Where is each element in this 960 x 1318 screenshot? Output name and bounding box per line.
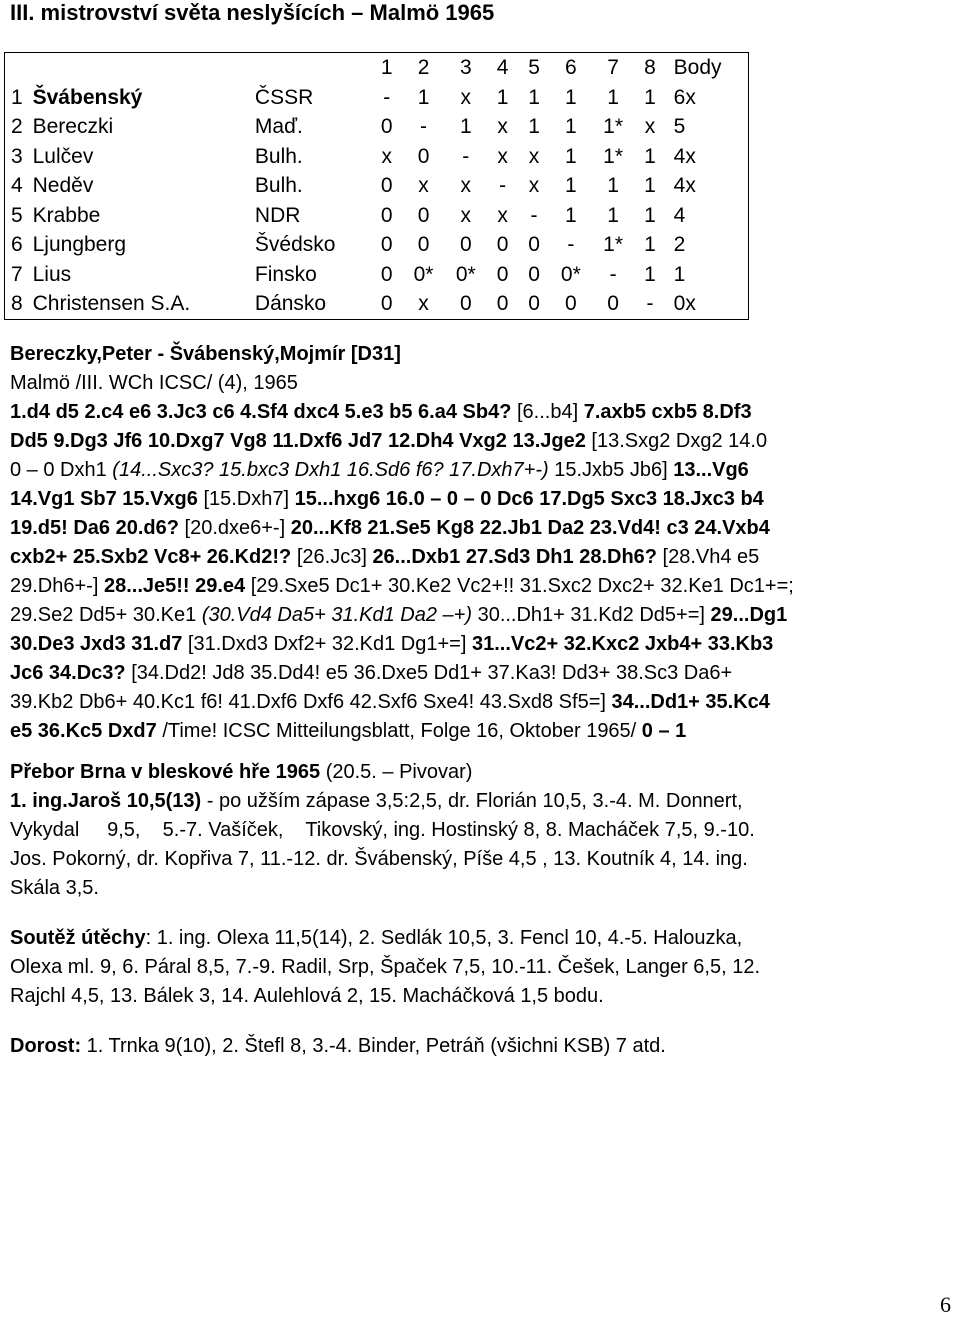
blitz-line: Vykydal 9,5, 5.-7. Vašíček, Tikovský, ing. Hostinský 8, 8. Macháček 7,5, 9.-10. (10, 819, 755, 841)
country-cell: Finsko (254, 262, 317, 286)
crosstable (4, 52, 749, 320)
header-cell: 8 (644, 56, 656, 79)
result-cell: 0 (607, 292, 619, 315)
result-cell: 0 (459, 292, 472, 315)
blitz-line: Skála 3,5. (10, 877, 99, 899)
result-cell: x (418, 174, 429, 197)
result-cell: 0 (528, 262, 540, 286)
move-line: Jc6 34.Dc3? [34.Dd2! Jd8 35.Dd4! e5 36.Dxe5 Dd1+ 37.Ka3! Dd3+ 38.Sc3 Da6+ (10, 662, 733, 684)
game-record (10, 340, 955, 746)
move-line: 29.Se2 Dd5+ 30.Ke1 (30.Vd4 Da5+ 31.Kd1 Da2 –+) 30...Dh1+ 31.Kd2 Dd5+=] 29...Dg1 (10, 604, 788, 626)
result-cell: - (499, 174, 507, 197)
result-cell: 1* (603, 115, 624, 138)
country-cell: Dánsko (254, 292, 327, 315)
result-cell: 0 (417, 233, 430, 256)
result-cell: 0* (413, 262, 434, 286)
result-cell: x (528, 174, 540, 197)
result-cell: 1 (644, 203, 656, 227)
consolation-line: Rajchl 4,5, 13. Bálek 3, 14. Aulehlová 2, 15. Macháčková 1,5 bodu. (10, 985, 604, 1007)
result-cell: x (528, 144, 540, 168)
player-name-cell: Lulčev (32, 144, 94, 168)
result-cell: x (418, 292, 429, 315)
crosstable-row (5, 230, 749, 260)
consolation-line: Olexa ml. 9, 6. Páral 8,5, 7.-9. Radil, Srp, Špaček 7,5, 10.-11. Češek, Langer 6,5, 12. (10, 956, 761, 978)
result-cell: 1* (603, 233, 624, 256)
juniors-results (10, 1032, 955, 1061)
move-line: 19.d5! Da6 20.d6? [20.dxe6+-] 20...Kf8 21.Se5 Kg8 22.Jb1 Da2 23.Vd4! c3 24.Vxb4 (10, 517, 770, 539)
result-cell: 0 (380, 203, 393, 227)
result-cell: - (383, 85, 391, 109)
result-cell: 0 (528, 292, 540, 315)
player-name-cell: Ljungberg (32, 233, 127, 256)
header-cell: 1 (380, 56, 393, 79)
result-cell: 1 (565, 115, 577, 138)
result-cell: - (462, 144, 470, 168)
country-cell: ČSSR (254, 85, 314, 109)
result-cell: 0 (380, 174, 393, 197)
rank-cell: 8 (11, 292, 23, 315)
rank-cell: 5 (11, 203, 23, 227)
rank-cell: 6 (11, 233, 23, 256)
result-cell: x (644, 115, 656, 138)
result-cell: 1 (565, 203, 577, 227)
rank-cell: 7 (11, 262, 23, 286)
result-cell: - (567, 233, 575, 256)
result-cell: x (497, 144, 508, 168)
score-cell: 4 (673, 203, 686, 227)
result-cell: x (460, 203, 472, 227)
header-cell: 6 (565, 56, 577, 79)
result-cell: x (381, 144, 392, 168)
crosstable-row (5, 83, 749, 113)
result-cell: 0 (459, 233, 472, 256)
score-cell: 0x (673, 292, 696, 315)
result-cell: 0 (380, 262, 393, 286)
result-cell: 1 (644, 144, 656, 168)
header-cell: 5 (528, 56, 540, 79)
score-cell: 6x (673, 85, 696, 109)
header-cell (5, 53, 29, 83)
result-cell: - (609, 262, 617, 286)
move-line: 39.Kb2 Db6+ 40.Kc1 f6! 41.Dxf6 Dxf6 42.Sxf6 Sxe4! 43.Sxd8 Sf5=] 34...Dd1+ 35.Kc4 (10, 691, 770, 713)
rank-cell: 1 (11, 85, 23, 109)
player-name-cell: Neděv (32, 174, 94, 197)
result-cell: 1 (607, 85, 619, 109)
crosstable-row (5, 142, 749, 172)
juniors-line: Dorost: 1. Trnka 9(10), 2. Štefl 8, 3.-4. Binder, Petráň (všichni KSB) 7 atd. (10, 1035, 666, 1057)
rank-cell: 3 (11, 144, 23, 168)
result-cell: 0 (528, 233, 540, 256)
result-cell: 0 (380, 292, 393, 315)
result-cell: x (497, 203, 508, 227)
country-cell: Maď. (254, 115, 303, 138)
crosstable-header-row (5, 53, 749, 83)
result-cell: 0 (417, 144, 430, 168)
result-cell: 1* (603, 144, 624, 168)
move-line: 30.De3 Jxd3 31.d7 [31.Dxd3 Dxf2+ 32.Kd1 Dg1+=] 31...Vc2+ 32.Kxc2 Jxb4+ 33.Kb3 (10, 633, 774, 655)
header-cell (251, 53, 371, 83)
page-title: III. mistrovství světa neslyšících – Malmö 1965 (10, 0, 495, 25)
result-cell: 1 (644, 85, 656, 109)
game-event: Malmö /III. WCh ICSC/ (4), 1965 (10, 372, 298, 394)
result-cell: 0 (380, 115, 393, 138)
result-cell: 0 (565, 292, 577, 315)
header-cell (29, 53, 251, 83)
consolation-tournament (10, 924, 955, 1011)
score-cell: 5 (673, 115, 686, 138)
country-cell: Bulh. (254, 174, 303, 197)
score-cell: 4x (673, 174, 696, 197)
header-cell: 7 (607, 56, 619, 79)
crosstable-row (5, 289, 749, 319)
result-cell: 1 (496, 85, 509, 109)
result-cell: 1 (528, 115, 540, 138)
result-cell: 1 (607, 203, 619, 227)
result-cell: 1 (644, 262, 656, 286)
result-cell: 1 (528, 85, 540, 109)
crosstable-row (5, 260, 749, 290)
result-cell: x (460, 85, 472, 109)
move-line: 14.Vg1 Sb7 15.Vxg6 [15.Dxh7] 15...hxg6 16.0 – 0 – 0 Dc6 17.Dg5 Sxc3 18.Jxc3 b4 (10, 488, 764, 510)
blitz-championship (10, 758, 955, 903)
result-cell: 0 (417, 203, 430, 227)
blitz-heading: Přebor Brna v bleskové hře 1965 (20.5. – Pivovar) (10, 761, 473, 783)
move-line: cxb2+ 25.Sxb2 Vc8+ 26.Kd2!? [26.Jc3] 26...Dxb1 27.Sd3 Dh1 28.Dh6? [28.Vh4 e5 (10, 546, 760, 568)
result-cell: 1 (644, 233, 656, 256)
player-name-cell: Christensen S.A. (32, 292, 191, 315)
blitz-line: 1. ing.Jaroš 10,5(13) - po užším zápase 3,5:2,5, dr. Florián 10,5, 3.-4. M. Donnert, (10, 790, 743, 812)
result-cell: 1 (565, 144, 577, 168)
result-cell: 1 (565, 85, 577, 109)
header-cell: 2 (417, 56, 430, 79)
result-cell: 0* (560, 262, 581, 286)
score-cell: 2 (673, 233, 686, 256)
move-line: e5 36.Kc5 Dxd7 /Time! ICSC Mitteilungsblatt, Folge 16, Oktober 1965/ 0 – 1 (10, 720, 687, 742)
rank-cell: 2 (11, 115, 23, 138)
move-line: 1.d4 d5 2.c4 e6 3.Jc3 c6 4.Sf4 dxc4 5.e3 b5 6.a4 Sb4? [6...b4] 7.axb5 cxb5 8.Df3 (10, 401, 752, 423)
result-cell: 0 (496, 292, 509, 315)
rank-cell: 4 (11, 174, 23, 197)
crosstable-row (5, 112, 749, 142)
player-name-cell: Lius (32, 262, 72, 286)
result-cell: x (460, 174, 472, 197)
game-players: Bereczky,Peter - Švábenský,Mojmír [D31] (10, 343, 401, 365)
result-cell: 1 (417, 85, 430, 109)
header-cell: 4 (496, 56, 509, 79)
score-cell: 1 (673, 262, 686, 286)
result-cell: 0 (380, 233, 393, 256)
result-cell: 1 (565, 174, 577, 197)
country-cell: Švédsko (254, 233, 336, 256)
result-cell: 0* (455, 262, 476, 286)
player-name-cell: Krabbe (32, 203, 101, 227)
result-cell: 1 (459, 115, 472, 138)
move-line: Dd5 9.Dg3 Jf6 10.Dxg7 Vg8 11.Dxf6 Jd7 12.Dh4 Vxg2 13.Jge2 [13.Sxg2 Dxg2 14.0 (10, 430, 768, 452)
consolation-line: Soutěž útěchy: 1. ing. Olexa 11,5(14), 2. Sedlák 10,5, 3. Fencl 10, 4.-5. Halouzka, (10, 927, 743, 949)
move-line: 29.Dh6+-] 28...Je5!! 29.e4 [29.Sxe5 Dc1+ 30.Ke2 Vc2+!! 31.Sxc2 Dxc2+ 32.Ke1 Dc1+=; (10, 575, 794, 597)
blitz-line: Jos. Pokorný, dr. Kopřiva 7, 11.-12. dr. Švábenský, Píše 4,5 , 13. Koutník 4, 14. ing. (10, 848, 748, 870)
result-cell: - (530, 203, 538, 227)
result-cell: 1 (607, 174, 619, 197)
score-cell: 4x (673, 144, 696, 168)
move-line: 0 – 0 Dxh1 (14...Sxc3? 15.bxc3 Dxh1 16.Sd6 f6? 17.Dxh7+-) 15.Jxb5 Jb6] 13...Vg6 (10, 459, 749, 481)
crosstable-row (5, 201, 749, 231)
header-cell: 3 (459, 56, 472, 79)
result-cell: - (646, 292, 654, 315)
player-name-cell: Bereczki (32, 115, 114, 138)
header-cell: Body (673, 56, 722, 79)
crosstable-row (5, 171, 749, 201)
result-cell: 1 (644, 174, 656, 197)
result-cell: - (420, 115, 428, 138)
result-cell: 0 (496, 233, 509, 256)
country-cell: Bulh. (254, 144, 303, 168)
country-cell: NDR (254, 203, 301, 227)
page-number: 6 (940, 1292, 951, 1317)
player-name-cell: Švábenský (32, 85, 143, 109)
result-cell: 0 (496, 262, 509, 286)
result-cell: x (497, 115, 508, 138)
